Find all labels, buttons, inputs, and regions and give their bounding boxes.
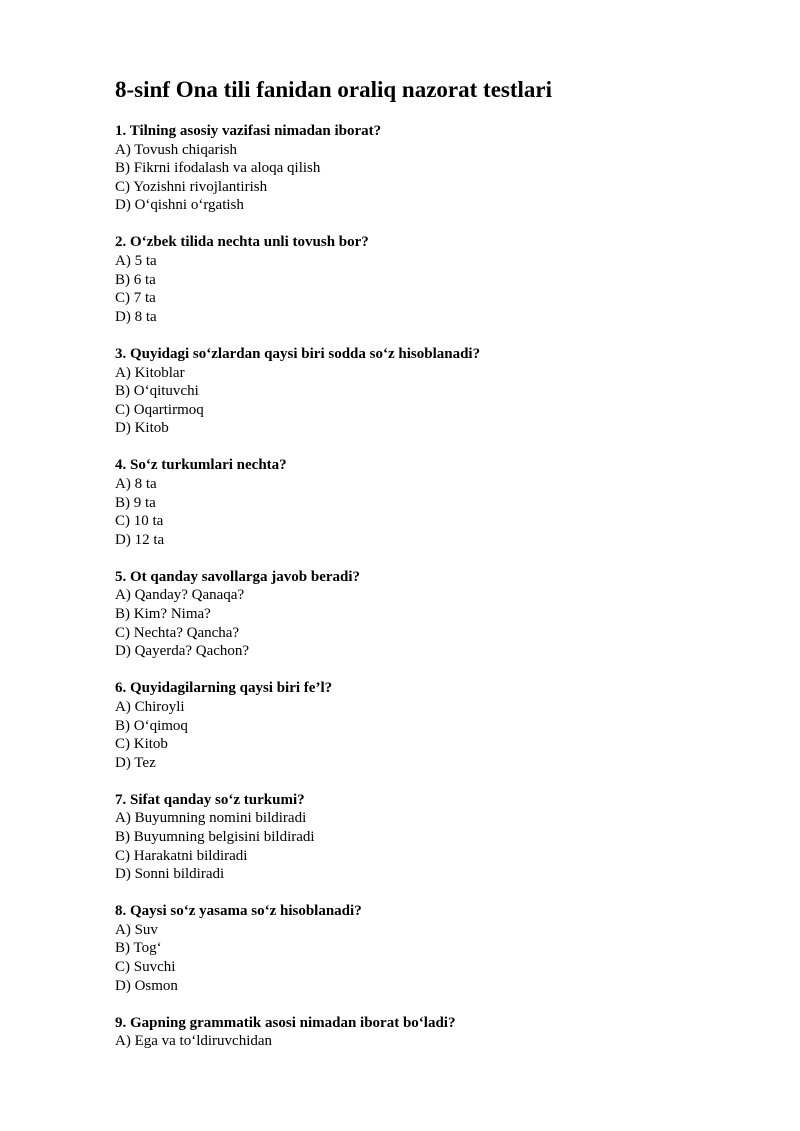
question-text: 7. Sifat qanday so‘z turkumi?	[115, 791, 305, 808]
answer-option: D) Osmon	[115, 977, 178, 994]
answer-option: D) O‘qishni o‘rgatish	[115, 197, 244, 214]
question-text: 3. Quyidagi so‘zlardan qaysi biri sodda so‘z hisoblanadi?	[115, 345, 481, 362]
answer-option: D) Sonni bildiradi	[115, 866, 225, 883]
answer-option: B) Tog‘	[115, 940, 162, 957]
answer-option: C) Oqartirmoq	[115, 401, 204, 418]
answer-option: A) 8 ta	[115, 476, 157, 492]
question-7	[115, 791, 755, 884]
answer-option: A) Qanday? Qanaqa?	[115, 587, 245, 604]
question-text: 5. Ot qanday savollarga javob beradi?	[115, 568, 361, 585]
answer-option: B) Buyumning belgisini bildiradi	[115, 829, 315, 845]
answer-option: A) Ega va to‘ldiruvchidan	[115, 1033, 273, 1050]
answer-option: D) Tez	[115, 754, 156, 771]
question-9	[115, 1014, 755, 1051]
answer-option: A) Chiroyli	[115, 698, 185, 715]
answer-option: A) 5 ta	[115, 253, 157, 270]
question-text: 1. Tilning asosiy vazifasi nimadan iborat?	[115, 123, 382, 139]
question-text: 9. Gapning grammatik asosi nimadan iborat bo‘ladi?	[115, 1014, 456, 1031]
question-2	[115, 233, 755, 326]
question-8	[115, 902, 755, 995]
answer-option: D) 8 ta	[115, 308, 157, 325]
question-text: 6. Quyidagilarning qaysi biri fe’l?	[115, 680, 333, 697]
answer-option: C) 7 ta	[115, 290, 156, 307]
document-page	[115, 74, 755, 1069]
answer-option: B) 9 ta	[115, 494, 156, 511]
question-text: 2. O‘zbek tilida nechta unli tovush bor?	[115, 234, 369, 251]
document-title: 8-sinf Ona tili fanidan oraliq nazorat testlari	[115, 77, 552, 102]
answer-option: C) Suvchi	[115, 959, 176, 976]
question-1	[115, 122, 755, 215]
answer-option: C) Yozishni rivojlantirish	[115, 178, 268, 195]
answer-option: D) 12 ta	[115, 531, 165, 548]
answer-option: B) Kim? Nima?	[115, 606, 211, 623]
answer-option: A) Suv	[115, 921, 158, 938]
answer-option: C) Nechta? Qancha?	[115, 624, 240, 641]
answer-option: C) Harakatni bildiradi	[115, 847, 248, 864]
question-5	[115, 568, 755, 661]
question-4	[115, 456, 755, 549]
question-text: 8. Qaysi so‘z yasama so‘z hisoblanadi?	[115, 903, 362, 920]
answer-option: A) Tovush chiqarish	[115, 141, 237, 158]
answer-option: C) Kitob	[115, 736, 168, 753]
answer-option: D) Kitob	[115, 420, 169, 437]
question-6	[115, 679, 755, 772]
question-3	[115, 345, 755, 438]
answer-option: A) Kitoblar	[115, 364, 185, 381]
answer-option: B) O‘qimoq	[115, 717, 188, 734]
answer-option: D) Qayerda? Qachon?	[115, 643, 250, 660]
answer-option: C) 10 ta	[115, 513, 164, 530]
answer-option: B) Fikrni ifodalash va aloqa qilish	[115, 160, 321, 177]
answer-option: B) O‘qituvchi	[115, 383, 199, 400]
question-text: 4. So‘z turkumlari nechta?	[115, 457, 287, 474]
answer-option: A) Buyumning nomini bildiradi	[115, 810, 307, 827]
answer-option: B) 6 ta	[115, 271, 156, 288]
